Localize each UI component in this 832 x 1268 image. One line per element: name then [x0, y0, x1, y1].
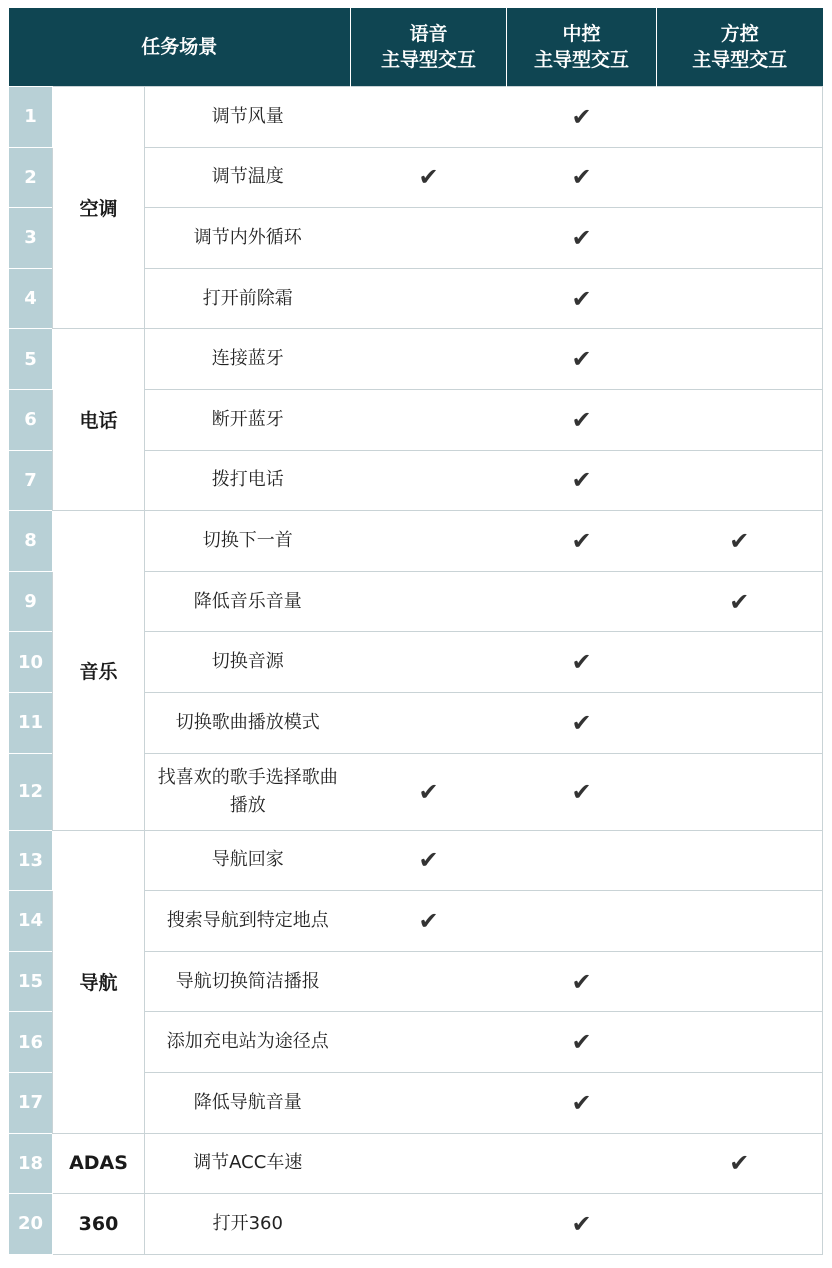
check-mark-icon: ✔: [571, 345, 592, 374]
voice-check-cell: [351, 87, 507, 148]
row-number: 15: [9, 951, 53, 1012]
voice-check-cell: [351, 632, 507, 693]
check-mark-icon: ✔: [571, 284, 592, 313]
voice-check-cell: [351, 1072, 507, 1133]
wheel-check-cell: [657, 389, 823, 450]
category-cell: 空调: [53, 87, 145, 329]
row-number: 6: [9, 389, 53, 450]
row-number: 11: [9, 692, 53, 753]
wheel-check-cell: [657, 268, 823, 329]
voice-check-cell: [351, 753, 507, 830]
center-check-cell: [507, 1133, 657, 1194]
center-check-cell: [507, 571, 657, 632]
task-label: 找喜欢的歌手选择歌曲播放: [157, 766, 338, 816]
check-mark-icon: ✔: [571, 708, 592, 737]
task-label: 搜索导航到特定地点: [166, 909, 329, 931]
task-label: 调节ACC车速: [193, 1152, 303, 1174]
row-number: 16: [9, 1012, 53, 1073]
task-label: 降低导航音量: [193, 1091, 302, 1113]
header-wheel-line2: 主导型交互: [692, 49, 788, 71]
header-center: [507, 8, 657, 87]
task-label: 导航回家: [211, 849, 284, 871]
category-cell: 导航: [53, 830, 145, 1133]
row-number: 8: [9, 511, 53, 572]
check-mark-icon: ✔: [571, 163, 592, 192]
table-row: [9, 329, 823, 390]
header-scenario: 任务场景: [9, 8, 351, 87]
row-number: 10: [9, 632, 53, 693]
row-number: 2: [9, 147, 53, 208]
task-label: 切换下一首: [202, 529, 293, 551]
center-check-cell: [507, 329, 657, 390]
row-number: 12: [9, 753, 53, 830]
check-mark-icon: ✔: [571, 1088, 592, 1117]
check-mark-icon: ✔: [571, 223, 592, 252]
row-number: 13: [9, 830, 53, 891]
check-mark-icon: ✔: [571, 648, 592, 677]
row-number: 7: [9, 450, 53, 511]
center-check-cell: [507, 632, 657, 693]
voice-check-cell: [351, 1194, 507, 1255]
wheel-check-cell: [657, 830, 823, 891]
table-row: [9, 830, 823, 891]
center-check-cell: [507, 450, 657, 511]
task-cell: [145, 753, 351, 830]
voice-check-cell: [351, 208, 507, 269]
task-cell: [145, 268, 351, 329]
center-check-cell: [507, 268, 657, 329]
wheel-check-cell: [657, 208, 823, 269]
check-mark-icon: ✔: [571, 405, 592, 434]
wheel-check-cell: [657, 753, 823, 830]
table-row: [9, 1194, 823, 1255]
task-label: 导航切换简洁播报: [175, 970, 320, 992]
row-number: 3: [9, 208, 53, 269]
voice-check-cell: [351, 450, 507, 511]
wheel-check-cell: [657, 147, 823, 208]
table-body: [9, 87, 823, 1255]
center-check-cell: [507, 147, 657, 208]
wheel-check-cell: [657, 87, 823, 148]
wheel-check-cell: [657, 1194, 823, 1255]
check-mark-icon: ✔: [571, 102, 592, 131]
voice-check-cell: [351, 389, 507, 450]
category-cell: ADAS: [53, 1133, 145, 1194]
voice-check-cell: [351, 692, 507, 753]
check-mark-icon: ✔: [571, 1028, 592, 1057]
category-cell: 音乐: [53, 511, 145, 830]
voice-check-cell: [351, 1012, 507, 1073]
check-mark-icon: ✔: [571, 1209, 592, 1238]
header-voice: [351, 8, 507, 87]
task-label: 调节内外循环: [193, 226, 302, 248]
task-cell: [145, 389, 351, 450]
center-check-cell: [507, 389, 657, 450]
voice-check-cell: [351, 511, 507, 572]
header-voice-line1: 语音: [409, 23, 448, 45]
row-number: 5: [9, 329, 53, 390]
task-label: 添加充电站为途径点: [166, 1031, 329, 1053]
task-label: 调节温度: [211, 166, 284, 188]
task-label: 打开前除霜: [202, 287, 293, 309]
row-number: 14: [9, 891, 53, 952]
task-cell: [145, 1133, 351, 1194]
row-number: 17: [9, 1072, 53, 1133]
task-label: 降低音乐音量: [193, 590, 302, 612]
task-cell: [145, 951, 351, 1012]
header-center-line2: 主导型交互: [534, 49, 630, 71]
task-cell: [145, 1194, 351, 1255]
center-check-cell: [507, 1072, 657, 1133]
task-cell: [145, 511, 351, 572]
header-wheel-line1: 方控: [720, 23, 759, 45]
center-check-cell: [507, 692, 657, 753]
check-mark-icon: ✔: [571, 466, 592, 495]
row-number: 1: [9, 87, 53, 148]
task-cell: [145, 87, 351, 148]
task-label: 切换歌曲播放模式: [175, 711, 320, 733]
table-row: [9, 511, 823, 572]
voice-check-cell: [351, 951, 507, 1012]
voice-check-cell: [351, 891, 507, 952]
category-cell: 360: [53, 1194, 145, 1255]
task-cell: [145, 830, 351, 891]
check-mark-icon: ✔: [418, 846, 439, 875]
task-scenario-table: [8, 8, 823, 1255]
center-check-cell: [507, 511, 657, 572]
wheel-check-cell: [657, 1133, 823, 1194]
center-check-cell: [507, 830, 657, 891]
voice-check-cell: [351, 268, 507, 329]
voice-check-cell: [351, 147, 507, 208]
check-mark-icon: ✔: [418, 906, 439, 935]
task-cell: [145, 208, 351, 269]
task-cell: [145, 1072, 351, 1133]
wheel-check-cell: [657, 1012, 823, 1073]
voice-check-cell: [351, 830, 507, 891]
check-mark-icon: ✔: [571, 967, 592, 996]
task-label: 打开360: [212, 1212, 283, 1234]
header-voice-line2: 主导型交互: [381, 49, 477, 71]
voice-check-cell: [351, 571, 507, 632]
check-mark-icon: ✔: [729, 526, 750, 555]
task-label: 连接蓝牙: [211, 348, 284, 370]
center-check-cell: [507, 753, 657, 830]
center-check-cell: [507, 87, 657, 148]
wheel-check-cell: [657, 450, 823, 511]
check-mark-icon: ✔: [729, 587, 750, 616]
center-check-cell: [507, 1194, 657, 1255]
wheel-check-cell: [657, 571, 823, 632]
center-check-cell: [507, 1012, 657, 1073]
row-number: 4: [9, 268, 53, 329]
wheel-check-cell: [657, 632, 823, 693]
wheel-check-cell: [657, 692, 823, 753]
check-mark-icon: ✔: [571, 526, 592, 555]
row-number: 20: [9, 1194, 53, 1255]
voice-check-cell: [351, 1133, 507, 1194]
task-cell: [145, 891, 351, 952]
table-row: [9, 87, 823, 148]
task-cell: [145, 147, 351, 208]
header-row: [9, 8, 823, 87]
row-number: 9: [9, 571, 53, 632]
task-cell: [145, 1012, 351, 1073]
row-number: 18: [9, 1133, 53, 1194]
header-wheel: [657, 8, 823, 87]
task-label: 调节风量: [211, 105, 284, 127]
wheel-check-cell: [657, 329, 823, 390]
task-table-container: [8, 8, 822, 1255]
category-cell: 电话: [53, 329, 145, 511]
wheel-check-cell: [657, 1072, 823, 1133]
center-check-cell: [507, 208, 657, 269]
task-label: 切换音源: [211, 651, 284, 673]
check-mark-icon: ✔: [729, 1149, 750, 1178]
wheel-check-cell: [657, 951, 823, 1012]
voice-check-cell: [351, 329, 507, 390]
header-center-line1: 中控: [562, 23, 601, 45]
task-cell: [145, 632, 351, 693]
task-cell: [145, 450, 351, 511]
table-row: [9, 1133, 823, 1194]
task-cell: [145, 329, 351, 390]
task-cell: [145, 571, 351, 632]
task-label: 断开蓝牙: [211, 408, 284, 430]
task-label: 拨打电话: [211, 469, 284, 491]
center-check-cell: [507, 951, 657, 1012]
check-mark-icon: ✔: [418, 163, 439, 192]
wheel-check-cell: [657, 511, 823, 572]
check-mark-icon: ✔: [571, 777, 592, 806]
task-cell: [145, 692, 351, 753]
center-check-cell: [507, 891, 657, 952]
wheel-check-cell: [657, 891, 823, 952]
check-mark-icon: ✔: [418, 777, 439, 806]
